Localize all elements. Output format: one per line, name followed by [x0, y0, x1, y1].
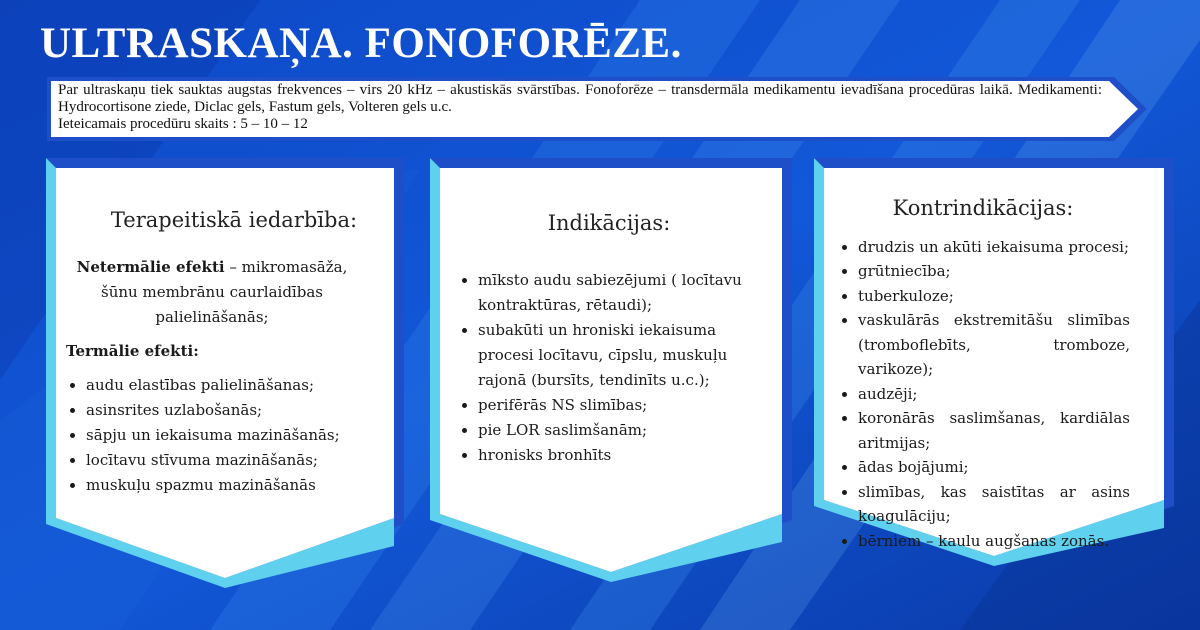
- list-item: • asinsrites uzlabošanās;: [86, 398, 364, 423]
- intro-description: Par ultraskaņu tiek sauktas augstas frekvences – virs 20 kHz – akustiskās svārstības. Fonoforēze – transdermāla medikamentu ievadīšana procedūras laikā. Medikamenti: Hydrocortisone ziede, Diclac gels, Fastum gels, Volteren gels u.c.: [58, 82, 1102, 115]
- nonthermal-effects: [60, 255, 364, 330]
- list-item: • audu elastības palielināšanas;: [86, 373, 364, 398]
- list-item: • grūtniecība;: [858, 259, 1130, 284]
- list-item: • pie LOR saslimšanām;: [478, 418, 774, 443]
- nonthermal-label: Netermālie efekti: [76, 258, 225, 276]
- list-item: • muskuļu spazmu mazināšanās: [86, 473, 364, 498]
- list-item: • bērniem – kaulu augšanas zonās.: [858, 529, 1130, 554]
- contraindications-title: Kontrindikācijas:: [892, 196, 1074, 220]
- card-therapeutic: [60, 208, 364, 498]
- list-item: • subakūti un hroniski iekaisuma procesi locītavu, cīpslu, muskuļu rajonā (bursīts, tendinīts u.c.);: [478, 318, 774, 393]
- list-item: • mīksto audu sabiezējumi ( locītavu kontraktūras, rētaudi);: [478, 268, 774, 318]
- page-title: ULTRASKAŅA. FONOFORĒZE.: [40, 20, 682, 67]
- thermal-effects-list: [60, 373, 364, 498]
- thermal-heading: Termālie efekti:: [66, 342, 199, 360]
- indications-list: [452, 268, 774, 468]
- list-item: • hronisks bronhīts: [478, 443, 774, 468]
- list-item: • sāpju un iekaisuma mazināšanās;: [86, 423, 364, 448]
- list-item: • perifērās NS slimības;: [478, 393, 774, 418]
- indications-title: Indikācijas:: [547, 211, 671, 235]
- therapeutic-title: Terapeitiskā iedarbība:: [110, 208, 358, 232]
- contraindications-list: [836, 235, 1130, 554]
- intro-procedure-count: Ieteicamais procedūru skaits : 5 – 10 – 12: [58, 116, 308, 132]
- list-item: • drudzis un akūti iekaisuma procesi;: [858, 235, 1130, 260]
- intro-text: [58, 82, 1102, 133]
- list-item: • audzēji;: [858, 382, 1130, 407]
- list-item: • koronārās saslimšanas, kardiālas aritmijas;: [858, 406, 1130, 455]
- list-item: • tuberkuloze;: [858, 284, 1130, 309]
- nonthermal-description: – mikromasāža, šūnu membrānu caurlaidības palielināšanās;: [101, 258, 348, 326]
- card-indications: [452, 211, 774, 468]
- card-contraindications: [836, 196, 1130, 553]
- list-item: • slimības, kas saistītas ar asins koagulāciju;: [858, 480, 1130, 529]
- list-item: • ādas bojājumi;: [858, 455, 1130, 480]
- list-item: • vaskulārās ekstremitāšu slimības (tromboflebīts, tromboze, varikoze);: [858, 308, 1130, 382]
- list-item: • locītavu stīvuma mazināšanās;: [86, 448, 364, 473]
